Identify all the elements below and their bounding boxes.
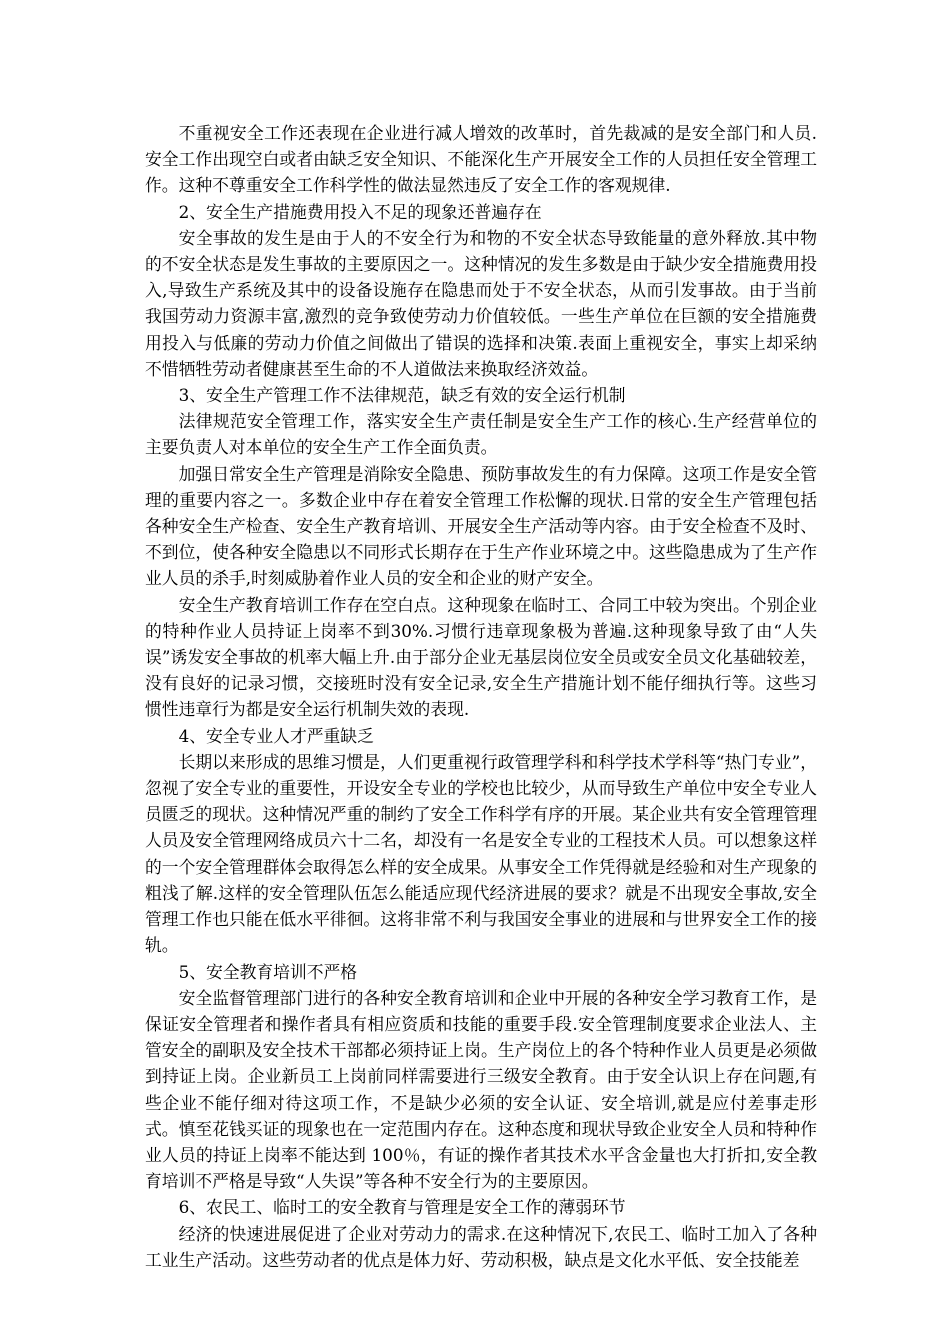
section-heading: 2、安全生产措施费用投入不足的现象还普遍存在 xyxy=(178,201,542,222)
paragraph: 安全监督管理部门进行的各种安全教育培训和企业中开展的各种安全学习教育工作，是保证安全管理者和操作者具有相应资质和技能的重要手段.安全管理制度要求企业法人、主管安全的副职及安全技术干部都必须持证上岗。生产岗位上的各个特种作业人员更是必须做到持证上岗。企业新员工上岗前同样需要进行三级安全教育。由于安全认识上存在问题,有些企业不能仔细对待这项工作，不是缺少必须的安全认证、安全培训,就是应付差事走形式。慎至花钱买证的现象也在一定范围内存在。这种态度和现状导致企业安全人员和特种作业人员的持证上岗率不能达到 100％，有证的操作者其技术水平含金量也大打折扣,安全教育培训不严格是导致“人失误”等各种不安全行为的主要原因。 xyxy=(145,987,817,1192)
section-heading: 5、安全教育培训不严格 xyxy=(178,961,358,982)
paragraph: 长期以来形成的思维习惯是，人们更重视行政管理学科和科学技术学科等“热门专业”，忽视了安全专业的重要性，开设安全专业的学校也比较少，从而导致生产单位中安全专业人员匮乏的现状。这种情况严重的制约了安全工作科学有序的开展。某企业共有安全管理管理人员及安全管理网络成员六十二名，却没有一名是安全专业的工程技术人员。可以想象这样的一个安全管理群体会取得怎么样的安全成果。从事安全工作凭得就是经验和对生产现象的粗浅了解.这样的安全管理队伍怎么能适应现代经济进展的要求？就是不出现安全事故,安全管理工作也只能在低水平徘徊。这将非常不利与我国安全事业的进展和与世界安全工作的接轨。 xyxy=(145,751,817,956)
document-body xyxy=(145,120,817,1273)
paragraph: 经济的快速进展促进了企业对劳动力的需求.在这种情况下,农民工、临时工加入了各种工业生产活动。这些劳动者的优点是体力好、劳动积极，缺点是文化水平低、安全技能差 xyxy=(145,1223,817,1270)
paragraph: 法律规范安全管理工作，落实安全生产责任制是安全生产工作的核心.生产经营单位的主要负责人对本单位的安全生产工作全面负责。 xyxy=(145,411,817,458)
section-heading: 4、安全专业人才严重缺乏 xyxy=(178,725,374,746)
section-heading: 6、农民工、临时工的安全教育与管理是安全工作的薄弱环节 xyxy=(178,1197,626,1218)
paragraph: 安全事故的发生是由于人的不安全行为和物的不安全状态导致能量的意外释放.其中物的不安全状态是发生事故的主要原因之一。这种情况的发生多数是由于缺少安全措施费用投入,导致生产系统及其中的设备设施存在隐患而处于不安全状态，从而引发事故。由于当前我国劳动力资源丰富,激烈的竞争致使劳动力价值较低。一些生产单位在巨额的安全措施费用投入与低廉的劳动力价值之间做出了错误的选择和决策.表面上重视安全，事实上却采纳不惜牺牲劳动者健康甚至生命的不人道做法来换取经济效益。 xyxy=(145,227,817,379)
paragraph: 加强日常安全生产管理是消除安全隐患、预防事故发生的有力保障。这项工作是安全管理的重要内容之一。多数企业中存在着安全管理工作松懈的现状.日常的安全生产管理包括各种安全生产检查、安全生产教育培训、开展安全生产活动等内容。由于安全检查不及时、不到位，使各种安全隐患以不同形式长期存在于生产作业环境之中。这些隐患成为了生产作业人员的杀手,时刻威胁着作业人员的安全和企业的财产安全。 xyxy=(145,463,817,589)
paragraph: 安全生产教育培训工作存在空白点。这种现象在临时工、合同工中较为突出。个别企业的特种作业人员持证上岗率不到30%.习惯行违章现象极为普遍.这种现象导致了由“人失误”诱发安全事故的机率大幅上升.由于部分企业无基层岗位安全员或安全员文化基础较差，没有良好的记录习惯，交接班时没有安全记录,安全生产措施计划不能仔细执行等。这些习惯性违章行为都是安全运行机制失效的表现. xyxy=(145,594,817,720)
paragraph: 不重视安全工作还表现在企业进行减人增效的改革时，首先裁减的是安全部门和人员.安全工作出现空白或者由缺乏安全知识、不能深化生产开展安全工作的人员担任安全管理工作。这种不尊重安全工作科学性的做法显然违反了安全工作的客观规律. xyxy=(145,123,817,196)
section-heading: 3、安全生产管理工作不法律规范，缺乏有效的安全运行机制 xyxy=(178,385,626,406)
